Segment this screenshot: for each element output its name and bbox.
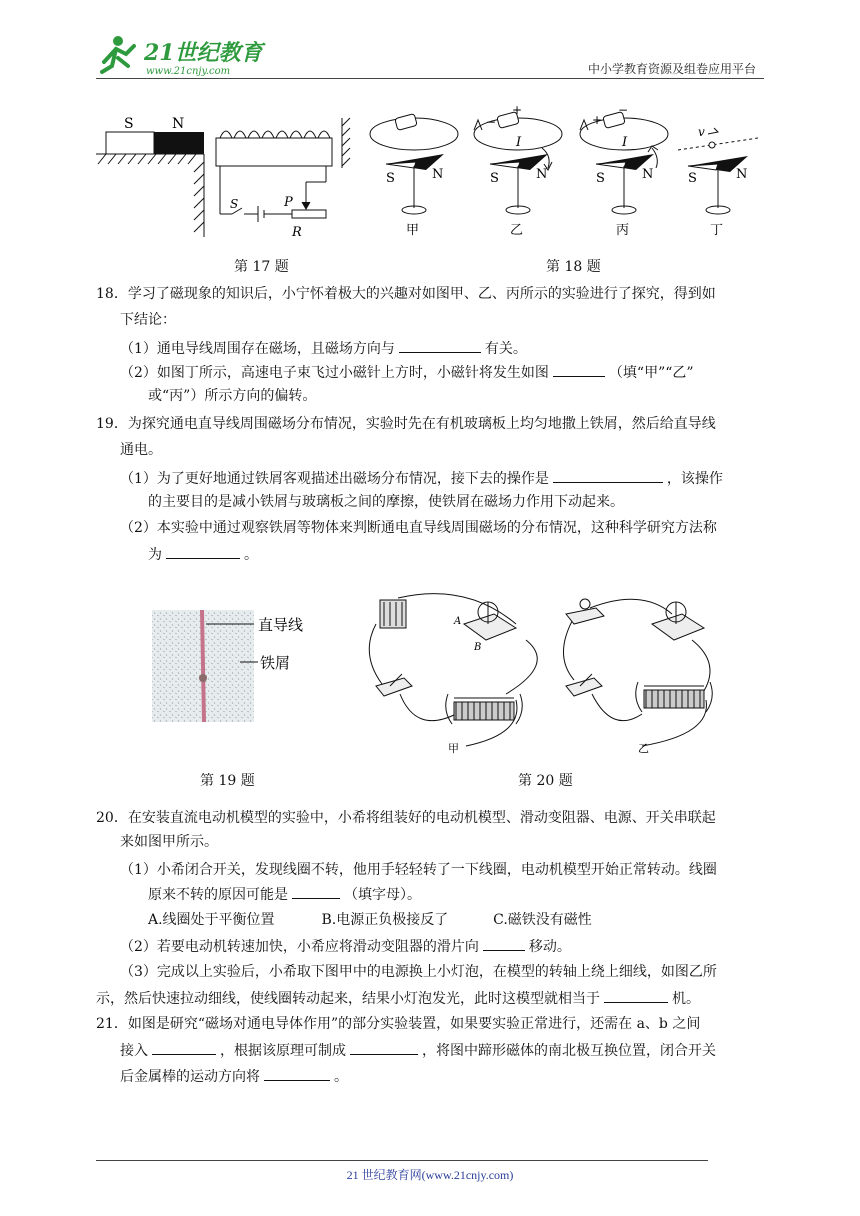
label-b: B xyxy=(474,642,482,653)
svg-text:甲: 甲 xyxy=(406,223,420,238)
svg-text:S: S xyxy=(124,116,134,132)
svg-text:S: S xyxy=(490,171,499,186)
svg-text:v: v xyxy=(698,125,705,139)
label-wire: 直导线 xyxy=(258,616,304,634)
svg-text:I: I xyxy=(622,135,628,150)
q21-line-2: 接入 ，根据该原理可制成 ，将图中蹄形磁体的南北极互换位置，闭合开关 xyxy=(120,1040,764,1061)
q19-stem-2: 通电。 xyxy=(120,442,162,458)
label-a: A xyxy=(454,616,462,627)
figure-19 xyxy=(150,608,310,726)
q18-stem-2: 下结论： xyxy=(120,312,176,328)
q18-part-1: （1）通电导线周围存在磁场，且磁场方向与 有关。 xyxy=(120,338,764,359)
figure-17-caption: 第 17 题 xyxy=(234,259,289,275)
q18-part-2-cont: 或“丙”）所示方向的偏转。 xyxy=(148,388,317,404)
runner-icon xyxy=(102,36,134,72)
q19-blank-2[interactable] xyxy=(166,544,240,559)
q19-blank-1[interactable] xyxy=(553,468,663,483)
figure-20 xyxy=(356,584,732,756)
site-logo xyxy=(96,32,266,78)
svg-text:S: S xyxy=(386,171,395,186)
option-c: C.磁铁没有磁性 xyxy=(493,912,592,928)
q19-part-1-cont: 的主要目的是减小铁屑与玻璃板之间的摩擦，使铁屑在磁场力作用下动起来。 xyxy=(148,494,624,510)
q21-line-3: 后金属棒的运动方向将 。 xyxy=(120,1066,764,1087)
logo-url: www.21cnjy.com xyxy=(146,66,231,77)
svg-text:乙: 乙 xyxy=(510,223,524,238)
bar-magnet xyxy=(106,116,204,154)
q19-stem-1: 19．为探究通电直导线周围磁场分布情况，实验时先在有机玻璃板上均匀地撒上铁屑，然后给直导线 xyxy=(96,416,716,432)
footer-divider xyxy=(96,1160,708,1161)
figure-18-caption: 第 18 题 xyxy=(546,259,601,275)
q18-blank-2[interactable] xyxy=(553,362,605,377)
circuit-yi xyxy=(563,599,712,746)
label-yi: 乙 xyxy=(638,742,649,755)
svg-text:−: − xyxy=(618,103,629,117)
q20-blank-3[interactable] xyxy=(604,988,668,1003)
svg-text:N: N xyxy=(172,116,185,132)
logo-text: 21世纪教育 xyxy=(144,40,263,66)
option-b: B.电源正负极接反了 xyxy=(321,912,449,928)
option-a: A.线圈处于平衡位置 xyxy=(148,912,275,928)
footer-text[interactable]: 21 世纪教育网(www.21cnjy.com) xyxy=(346,1168,514,1182)
q20-part-1-cont: 原来不转的原因可能是 （填字母）。 xyxy=(148,884,764,905)
q20-part-3-cont: 示，然后快速拉动细线，使线圈转动起来，结果小灯泡发光，此时这模型就相当于 机。 xyxy=(96,988,764,1009)
q20-part-1: （1）小希闭合开关，发现线圈不转，他用手轻轻转了一下线圈，电动机模型开始正常转动。线圈 xyxy=(120,862,717,878)
svg-text:S: S xyxy=(596,171,605,186)
q20-stem-1: 20．在安装直流电动机模型的实验中，小希将组装好的电动机模型、滑动变阻器、电源、开关串联起 xyxy=(96,810,716,826)
q21-line-1: 21．如图是研究“磁场对通电导体作用”的部分实验装置，如果要实验正常进行，还需在 a、b 之间 xyxy=(96,1016,701,1032)
straight-wire xyxy=(202,610,204,722)
q20-blank-2[interactable] xyxy=(483,936,525,951)
q18-blank-1[interactable] xyxy=(399,338,481,353)
svg-text:P: P xyxy=(284,195,293,210)
svg-text:丁: 丁 xyxy=(710,223,724,238)
figure-17 xyxy=(96,112,356,240)
q20-part-2: （2）若要电动机转速加快，小希应将滑动变阻器的滑片向 移动。 xyxy=(120,936,764,957)
q19-part-2-cont: 为 。 xyxy=(148,544,764,565)
svg-text:I: I xyxy=(516,135,522,150)
svg-text:+: + xyxy=(592,113,603,127)
panel-bing xyxy=(580,103,668,238)
svg-text:N: N xyxy=(432,167,444,182)
panel-ding xyxy=(678,125,758,238)
q19-part-2: （2）本实验中通过观察铁屑等物体来判断通电直导线周围磁场的分布情况，这种科学研究方法称 xyxy=(120,520,717,536)
svg-text:S: S xyxy=(688,171,697,186)
q20-options xyxy=(148,910,764,930)
figure-20-caption: 第 20 题 xyxy=(518,773,573,789)
circuit xyxy=(220,166,326,222)
q20-blank-1[interactable] xyxy=(292,884,340,899)
q20-stem-2: 来如图甲所示。 xyxy=(120,834,218,850)
figure-18 xyxy=(366,100,766,240)
q21-blank-3[interactable] xyxy=(264,1066,330,1081)
svg-text:R: R xyxy=(292,225,302,240)
solenoid-coil xyxy=(216,118,350,168)
q21-blank-1[interactable] xyxy=(152,1040,216,1055)
svg-text:N: N xyxy=(536,167,548,182)
panel-yi xyxy=(474,103,562,238)
svg-text:S: S xyxy=(230,197,239,211)
svg-text:−: − xyxy=(486,115,497,129)
label-filings: 铁屑 xyxy=(260,654,291,672)
q21-blank-2[interactable] xyxy=(350,1040,418,1055)
label-jia: 甲 xyxy=(448,742,459,755)
svg-text:+: + xyxy=(512,103,523,117)
svg-text:丙: 丙 xyxy=(616,223,630,238)
figure-19-caption: 第 19 题 xyxy=(200,773,255,789)
q20-part-3: （3）完成以上实验后，小希取下图甲中的电源换上小灯泡，在模型的转轴上绕上细线，如图乙所 xyxy=(120,964,717,980)
panel-jia xyxy=(370,114,458,238)
svg-text:N: N xyxy=(642,167,654,182)
q18-part-2: （2）如图丁所示，高速电子束飞过小磁针上方时，小磁针将发生如图 （填“甲”“乙” xyxy=(120,362,764,383)
svg-text:N: N xyxy=(736,167,748,182)
q19-part-1: （1）为了更好地通过铁屑客观描述出磁场分布情况，接下去的操作是 ，该操作 xyxy=(120,468,764,489)
q18-stem-1: 18．学习了磁现象的知识后，小宁怀着极大的兴趣对如图甲、乙、丙所示的实验进行了探究，得到如 xyxy=(96,286,716,302)
header-divider xyxy=(96,78,764,79)
table-surface xyxy=(96,154,204,237)
header-platform-text: 中小学教育资源及组卷应用平台 xyxy=(587,62,756,76)
